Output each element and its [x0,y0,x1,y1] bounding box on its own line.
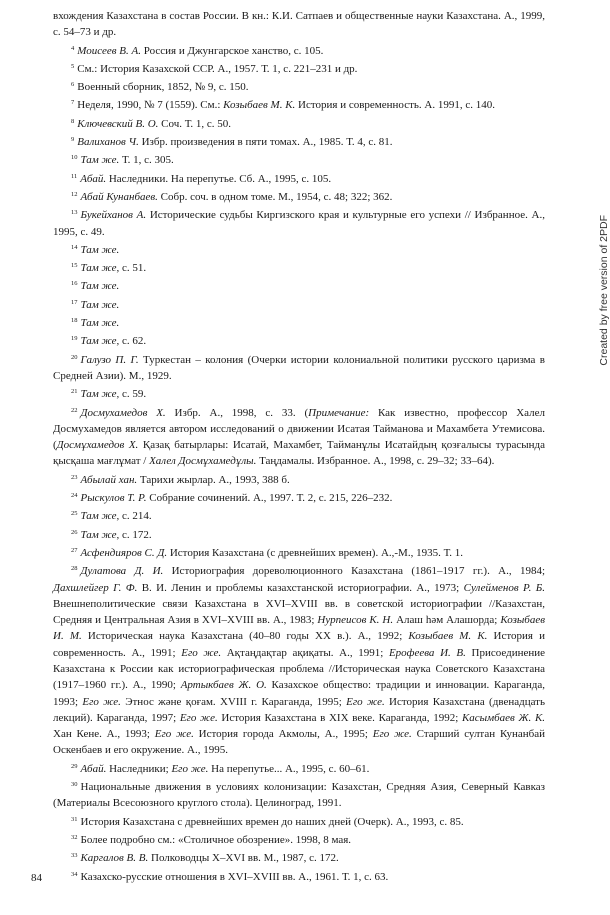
footnote-text: Алаш һәм Алашорда; [393,614,501,627]
footnote-number: 14 [71,243,78,251]
footnote-text: История и современность. А., 1991; [53,630,546,659]
footnote-author: Там же. [80,280,120,293]
continued-footnote-text: вхождения Казахстана в состав России. В кн.: К.И. Сатпаев и общественные науки Казахстана. А., 1999, с. 54–73 и др. [53,10,545,39]
footnote-author: Его же. [154,728,194,741]
footnote-text: с. 62. [119,335,147,348]
footnote-text: Россия и Джунгарское ханство, с. 105. [140,44,324,57]
footnote-number: 30 [71,781,78,789]
watermark-text: Created by free version of 2PDF [598,215,610,366]
footnote-author: Рыскулов Т. Р. [80,492,147,505]
footnote-number: 23 [71,473,78,481]
footnote-author: Там же. [80,298,120,311]
footnote-text: История Казахстана (двенадцать лекций). Караганда, 1997; [53,695,545,724]
footnote-author: Сулейменов Р. Б. [463,581,545,594]
footnote-text: Военный сборник, 1852, № 9, с. 150. [77,81,249,94]
footnote-author: Там же. [80,243,120,256]
footnote-number: 8 [71,117,75,125]
footnote-number: 13 [71,209,78,217]
footnote-number: 33 [71,852,78,860]
footnote-number: 4 [71,44,75,52]
footnote-author: Там же. [80,154,120,167]
footnote [53,848,545,866]
footnote-text: Казахское общество: традиции и инновации. Караганда, 1993; [53,679,545,708]
footnote-author: Досмухамедов Х. [80,406,166,419]
footnote-number: 15 [71,262,78,270]
footnote-author: Козыбаев М. К. [408,630,488,643]
footnote-number: 29 [71,762,78,770]
footnote [53,150,545,168]
footnote-number: 22 [71,406,78,414]
footnote [53,350,545,385]
footnote-text: Этнос және қоғам. XVIII г. Караганда, 1995; [120,695,347,708]
footnote [53,258,545,276]
footnote-text: Избр. произведения в пяти томах. А., 1985. Т. 4, с. 81. [138,136,393,149]
footnote-number: 18 [71,317,78,325]
footnote-number: 6 [71,81,75,89]
footnote [53,867,545,885]
footnote [53,132,545,150]
footnote-list [53,41,545,885]
footnote-text: История Казахстана (с древнейших времен). А.,-М., 1935. Т. 1. [167,546,463,559]
footnote-text: Исторические судьбы Киргизского края и культурные его успехи // Избранное. А., 1995, с. 49. [53,209,545,238]
footnote-author: Его же. [171,762,209,775]
footnote-author: Там же, [80,388,120,401]
footnote-text: В. И. Ленин и проблемы казахстанской историографии. А., 1973; [137,581,464,594]
footnote [53,276,545,294]
footnote [53,506,545,524]
footnote-text: История Казахстана в XIX веке. Караганда, 1992; [217,711,462,724]
footnote [53,59,545,77]
footnote-author: Козыбаев М. К. [223,99,296,112]
footnote-text: Как известно, профессор Халел Досмухамедов является автором исследований о движении Исатая Тайманова и Махамбета Утемисова. ( [53,406,546,452]
footnote [53,777,545,812]
footnote-author: Асфендияров С. Д. [80,546,168,559]
footnote-author: Там же, [80,510,120,523]
footnote-author: Абай. [80,762,107,775]
footnote-text: Казахско-русские отношения в XVI–XVIII вв. А., 1961. Т. 1, с. 63. [80,870,389,883]
footnotes-body [53,8,545,885]
footnote-author: Ерофеева И. В. [388,646,466,659]
footnote [53,95,545,113]
footnote-author: Там же, [80,262,120,275]
footnote-author: Там же, [80,528,120,541]
footnote-number: 24 [71,492,78,500]
footnote [53,205,545,240]
footnote-text: См.: История Казахской ССР. А., 1957. Т. 1, с. 221–231 и др. [77,62,358,75]
footnote-author: Дулатова Д. И. [80,565,164,578]
footnote [53,187,545,205]
footnote [53,403,545,470]
footnote-author: Халел Досмұхамедұлы. [149,455,257,468]
footnote-text: Неделя, 1990, № 7 (1559). См.: [77,99,224,112]
footnote-text: Таңдамалы. Избранное. А., 1998, с. 29–32; 33–64). [256,455,495,468]
footnote [53,384,545,402]
footnote [53,830,545,848]
footnote-number: 7 [71,99,75,107]
footnote-author: Досмұхамедов Х. [56,439,139,452]
footnote-author: Его же. [179,711,218,724]
footnote [53,488,545,506]
footnote-number: 10 [71,154,78,162]
footnote-text: Историография дореволюционного Казахстана (1861–1917 гг.). А., 1984; [163,565,545,578]
footnote-number: 9 [71,136,75,144]
footnote-text: Внешнеполитические связи Казахстана в XVI–XVIII вв. в советской историографии //Казахстан, Средняя и Центральная Азия в XVI–XVIII вв. А., 1983; [53,597,545,627]
footnote-author: Его же. [346,695,385,708]
footnote-author: Нурпеисов К. Н. [317,614,394,627]
footnote-text: Туркестан – колония (Очерки истории колониальной политики русского царизма в Средней Азии). М., 1929. [53,353,545,382]
footnote-number: 25 [71,510,78,518]
footnote-text: с. 172. [119,528,152,541]
footnote [53,812,545,830]
footnote [53,313,545,331]
footnote-author: Его же. [181,646,222,659]
footnote-text: Национальные движения в условиях колонизации: Казахстан, Средняя Азия, Северный Кавказ (Материалы Всесоюзного круглого стола). Целиноград, 1991. [53,781,545,810]
footnote-text: Тарихи жырлар. А., 1993, 388 б. [137,473,290,486]
footnote [53,543,545,561]
footnote-number: 19 [71,335,78,343]
footnote-number: 20 [71,353,78,361]
footnote-number: 17 [71,298,78,306]
footnote [53,41,545,59]
footnote-number: 28 [71,565,78,573]
footnote-text: с. 59. [119,388,147,401]
footnote-author: Его же. [372,728,412,741]
footnote-text: История и современность. А. 1991, с. 140. [295,99,495,112]
footnote [53,525,545,543]
footnote-author: Касымбаев Ж. К. [461,711,545,724]
footnote [53,114,545,132]
footnote-text: Полководцы X–XVI вв. М., 1987, с. 172. [148,852,339,865]
footnote [53,331,545,349]
footnote-text: Историческая наука Казахстана (40–80 годы XX в.). А., 1992; [81,630,409,643]
footnote-author: Артыкбаев Ж. О. [180,679,267,692]
footnote-text: Присоединение Казахстана к России как историографическая проблема //Историческая наука Советского Казахстана (1917–1960 гг.). А., 1990; [53,646,546,692]
footnote-number: 21 [71,388,78,396]
footnote-text: Более подробно см.: «Столичное обозрение». 1998, 8 мая. [80,833,352,846]
footnote-author: Дахшлейгер Г. Ф. [53,581,138,594]
footnote-text: Наследники. На перепутье. Сб. А., 1995, с. 105. [106,172,332,185]
footnote-author: Каргалов В. В. [80,852,149,865]
footnote [53,77,545,95]
footnote-author: Там же. [80,317,120,330]
footnote-text: На перепутье... А., 1995, с. 60–61. [208,762,370,775]
footnote [53,759,545,777]
footnote [53,295,545,313]
footnote-number: 27 [71,546,78,554]
footnote-number: 16 [71,280,78,288]
footnote-number: 31 [71,815,78,823]
footnote-author: Абылай хан. [80,473,138,486]
footnote-author: Ключевский В. О. [77,117,159,130]
footnote-author: Примечание: [308,406,370,419]
page-number: 84 [31,872,42,884]
footnote-text: Наследники; [106,762,172,775]
footnote-number: 12 [71,190,78,198]
footnote-text: Собр. соч. в одном томе. М., 1954, с. 48; 322; 362. [157,190,393,203]
footnote-author: Козыбаев И. М. [53,614,545,643]
footnote-number: 26 [71,528,78,536]
footnote-number: 34 [71,870,78,878]
footnote-number: 5 [71,62,75,70]
footnote-text: Соч. Т. 1, с. 50. [158,117,232,130]
footnote-text: Собрание сочинений. А., 1997. Т. 2, с. 215, 226–232. [146,492,393,505]
footnote-author: Его же. [82,695,121,708]
footnote-author: Букейханов А. [80,209,147,222]
footnote-author: Абай Кунанбаев. [80,190,158,203]
footnote-text: с. 214. [119,510,152,523]
footnote-author: Галузо П. Г. [80,353,139,366]
footnote-author: Там же, [80,335,120,348]
footnote-text: Старший султан Кунанбай Оскенбаев и его окружение. А., 1995. [53,728,545,757]
footnote [53,561,545,759]
footnote [53,470,545,488]
footnote-text: Т. 1, с. 305. [119,154,174,167]
footnote-number: 32 [71,833,78,841]
footnote-text: с. 51. [119,262,147,275]
footnote-text: Қазақ батырлары: Исатай, Махамбет, Тайманұлы Исатайдың қозғалысы турасында қысқаша мағлұмат / [53,439,545,468]
footnote-text: История Казахстана с древнейших времен до наших дней (Очерк). А., 1993, с. 85. [80,815,464,828]
footnote-text: Избр. А., 1998, с. 33. ( [165,406,309,419]
footnote-author: Валиханов Ч. [77,136,139,149]
footnote-author: Абай. [80,172,107,185]
footnote-number: 11 [71,172,78,180]
footnote-text: Ақтаңдақтар ақиқаты. А., 1991; [221,646,389,659]
footnote-text: История города Акмолы, А., 1995; [193,728,373,741]
footnote [53,169,545,187]
footnote [53,240,545,258]
footnote-text: Хан Кене. А., 1993; [53,728,155,741]
footnote-author: Моисеев В. А. [77,44,141,57]
